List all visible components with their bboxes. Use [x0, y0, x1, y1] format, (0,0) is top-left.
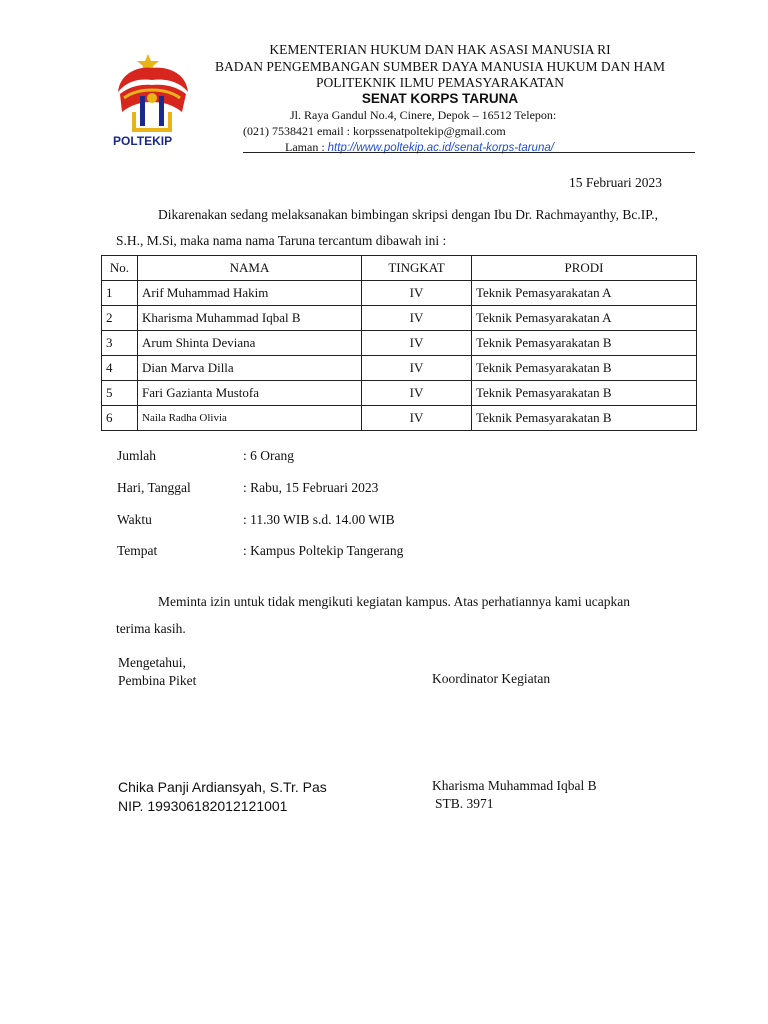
cell-nama: Kharisma Muhammad Iqbal B	[138, 306, 362, 331]
institution-name: POLITEKNIK ILMU PEMASYARAKATAN	[316, 75, 564, 90]
right-signer-stb: STB. 3971	[435, 796, 494, 811]
cell-prodi: Teknik Pemasyarakatan B	[472, 331, 697, 356]
left-signer-title1: Mengetahui,	[118, 655, 186, 670]
ministry-name: KEMENTERIAN HUKUM DAN HAK ASASI MANUSIA RI	[269, 42, 611, 57]
contact-line: (021) 7538421 email : korpssenatpoltekip@gmail.com	[243, 124, 506, 138]
table-row	[102, 356, 697, 381]
tempat-label: Tempat	[117, 543, 158, 558]
cadet-table	[101, 255, 697, 431]
cell-no: 4	[102, 356, 138, 381]
cell-nama: Fari Gazianta Mustofa	[138, 381, 362, 406]
address-line: Jl. Raya Gandul No.4, Cinere, Depok – 16512 Telepon:	[290, 108, 557, 122]
header-no: No.	[102, 256, 138, 281]
header-nama: NAMA	[138, 256, 362, 281]
header-tingkat: TINGKAT	[362, 256, 472, 281]
intro-paragraph-line2: S.H., M.Si, maka nama nama Taruna tercantum dibawah ini :	[116, 233, 447, 248]
waktu-label: Waktu	[117, 512, 152, 527]
cell-no: 3	[102, 331, 138, 356]
table-row	[102, 406, 697, 431]
table-row	[102, 381, 697, 406]
waktu-value: : 11.30 WIB s.d. 14.00 WIB	[243, 512, 395, 527]
closing-paragraph-line1: Meminta izin untuk tidak mengikuti kegiatan kampus. Atas perhatiannya kami ucapkan	[158, 594, 631, 609]
table-row	[102, 281, 697, 306]
agency-name: BADAN PENGEMBANGAN SUMBER DAYA MANUSIA HUKUM DAN HAM	[215, 59, 665, 74]
cell-no: 6	[102, 406, 138, 431]
table-row	[102, 331, 697, 356]
website-label: Laman :	[285, 140, 325, 154]
table-row	[102, 306, 697, 331]
tempat-value: : Kampus Poltekip Tangerang	[243, 543, 404, 558]
organization-name: SENAT KORPS TARUNA	[361, 91, 519, 106]
poltekip-logo	[110, 52, 210, 148]
left-signer-title2: Pembina Piket	[118, 673, 197, 688]
svg-text:POLTEKIP: POLTEKIP	[113, 134, 173, 148]
cell-no: 5	[102, 381, 138, 406]
cell-tingkat: IV	[362, 306, 472, 331]
letterhead-divider	[243, 152, 695, 153]
cell-nama: Dian Marva Dilla	[138, 356, 362, 381]
cell-prodi: Teknik Pemasyarakatan A	[472, 306, 697, 331]
cell-tingkat: IV	[362, 381, 472, 406]
cell-nama: Arum Shinta Deviana	[138, 331, 362, 356]
jumlah-value: : 6 Orang	[243, 448, 294, 463]
cell-nama: Naila Radha Olivia	[138, 406, 362, 431]
website-link[interactable]: http://www.poltekip.ac.id/senat-korps-taruna/	[327, 142, 554, 154]
cell-prodi: Teknik Pemasyarakatan B	[472, 356, 697, 381]
cell-tingkat: IV	[362, 356, 472, 381]
cell-tingkat: IV	[362, 281, 472, 306]
intro-paragraph-line1: Dikarenakan sedang melaksanakan bimbingan skripsi dengan Ibu Dr. Rachmayanthy, Bc.IP.,	[158, 207, 658, 222]
letter-date: 15 Februari 2023	[569, 175, 662, 190]
hari-tanggal-value: : Rabu, 15 Februari 2023	[243, 480, 379, 495]
left-signer-name: Chika Panji Ardiansyah, S.Tr. Pas	[118, 779, 327, 795]
cell-no: 2	[102, 306, 138, 331]
cell-tingkat: IV	[362, 331, 472, 356]
header-prodi: PRODI	[472, 256, 697, 281]
cell-no: 1	[102, 281, 138, 306]
table-header-row	[102, 256, 697, 281]
right-signer-name: Kharisma Muhammad Iqbal B	[432, 778, 597, 793]
cell-prodi: Teknik Pemasyarakatan A	[472, 281, 697, 306]
cell-tingkat: IV	[362, 406, 472, 431]
hari-tanggal-label: Hari, Tanggal	[117, 480, 191, 495]
cell-prodi: Teknik Pemasyarakatan B	[472, 406, 697, 431]
cell-nama: Arif Muhammad Hakim	[138, 281, 362, 306]
left-signer-nip: NIP. 199306182012121001	[118, 798, 288, 814]
jumlah-label: Jumlah	[117, 448, 156, 463]
closing-paragraph-line2: terima kasih.	[116, 621, 186, 636]
cell-prodi: Teknik Pemasyarakatan B	[472, 381, 697, 406]
right-signer-title: Koordinator Kegiatan	[432, 671, 551, 686]
